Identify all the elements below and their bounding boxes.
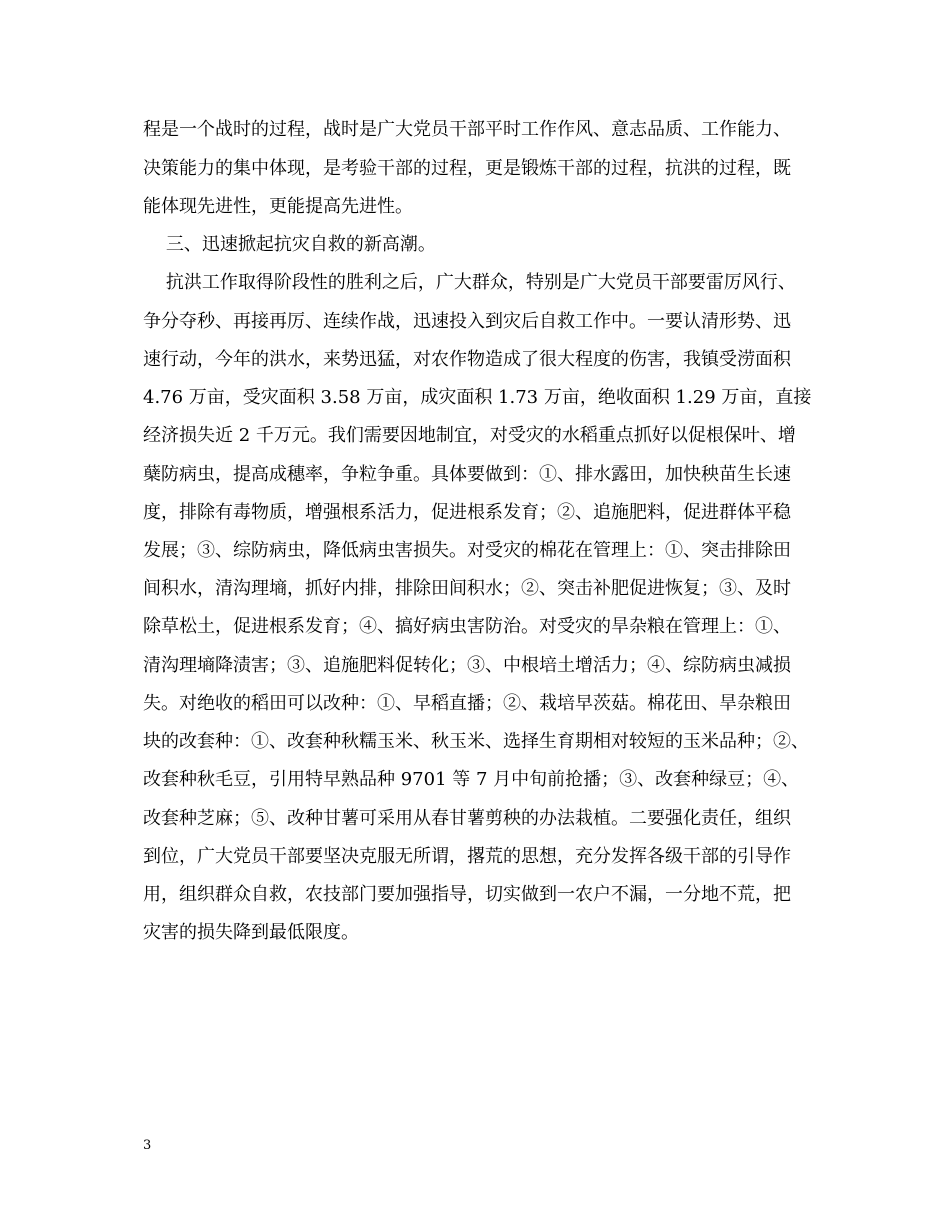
paragraph-line: 块的改套种：①、改套种秋糯玉米、秋玉米、选择生育期相对较短的玉米品种；②、	[143, 731, 809, 752]
paragraph-line: 经济损失近 2 千万元。我们需要因地制宜，对受灾的水稻重点抓好以促根保叶、增	[143, 425, 796, 446]
paragraph-line: 发展；③、综防病虫，降低病虫害损失。对受灾的棉花在管理上：①、突击排除田	[143, 540, 791, 561]
paragraph-line: 4.76 万亩，受灾面积 3.58 万亩，成灾面积 1.73 万亩，绝收面积 1.29 万亩，直接	[143, 387, 812, 408]
page-number: 3	[143, 1138, 152, 1153]
section-heading: 三、迅速掀起抗灾自救的新高潮。	[143, 234, 436, 255]
paragraph-line: 程是一个战时的过程，战时是广大党员干部平时工作作风、意志品质、工作能力、	[143, 119, 791, 140]
paragraph-line: 间积水，清沟理墒，抓好内排，排除田间积水；②、突击补肥促进恢复；③、及时	[143, 578, 791, 599]
paragraph-line: 改套种秋毛豆，引用特早熟品种 9701 等 7 月中旬前抢播；③、改套种绿豆；④、	[143, 769, 800, 790]
paragraph-line: 改套种芝麻；⑤、改种甘薯可采用从春甘薯剪秧的办法栽植。二要强化责任，组织	[143, 808, 791, 829]
paragraph-line: 用，组织群众自救，农技部门要加强指导，切实做到一农户不漏，一分地不荒，把	[143, 884, 791, 905]
paragraph-line: 除草松土，促进根系发育；④、搞好病虫害防治。对受灾的旱杂粮在管理上：①、	[143, 616, 791, 637]
paragraph-line: 灾害的损失降到最低限度。	[143, 922, 359, 943]
paragraph-line: 抗洪工作取得阶段性的胜利之后，广大群众，特别是广大党员干部要雷厉风行、	[143, 272, 796, 293]
paragraph-line: 争分夺秒、再接再厉、连续作战，迅速投入到灾后自救工作中。一要认清形势、迅	[143, 311, 791, 332]
paragraph-line: 速行动，今年的洪水，来势迅猛，对农作物造成了很大程度的伤害，我镇受涝面积	[143, 349, 791, 370]
paragraph-line: 蘖防病虫，提高成穗率，争粒争重。具体要做到：①、排水露田，加快秧苗生长速	[143, 464, 791, 485]
paragraph-line: 到位，广大党员干部要坚决克服无所谓，撂荒的思想，充分发挥各级干部的引导作	[143, 846, 791, 867]
paragraph-line: 度，排除有毒物质，增强根系活力，促进根系发育；②、追施肥料，促进群体平稳	[143, 502, 791, 523]
paragraph-line: 决策能力的集中体现，是考验干部的过程，更是锻炼干部的过程，抗洪的过程，既	[143, 158, 791, 179]
paragraph-line: 能体现先进性，更能提高先进性。	[143, 196, 413, 217]
paragraph-line: 清沟理墒降渍害；③、追施肥料促转化；③、中根培土增活力；④、综防病虫减损	[143, 655, 791, 676]
paragraph-line: 失。对绝收的稻田可以改种：①、早稻直播；②、栽培早茨菇。棉花田、旱杂粮田	[143, 693, 791, 714]
